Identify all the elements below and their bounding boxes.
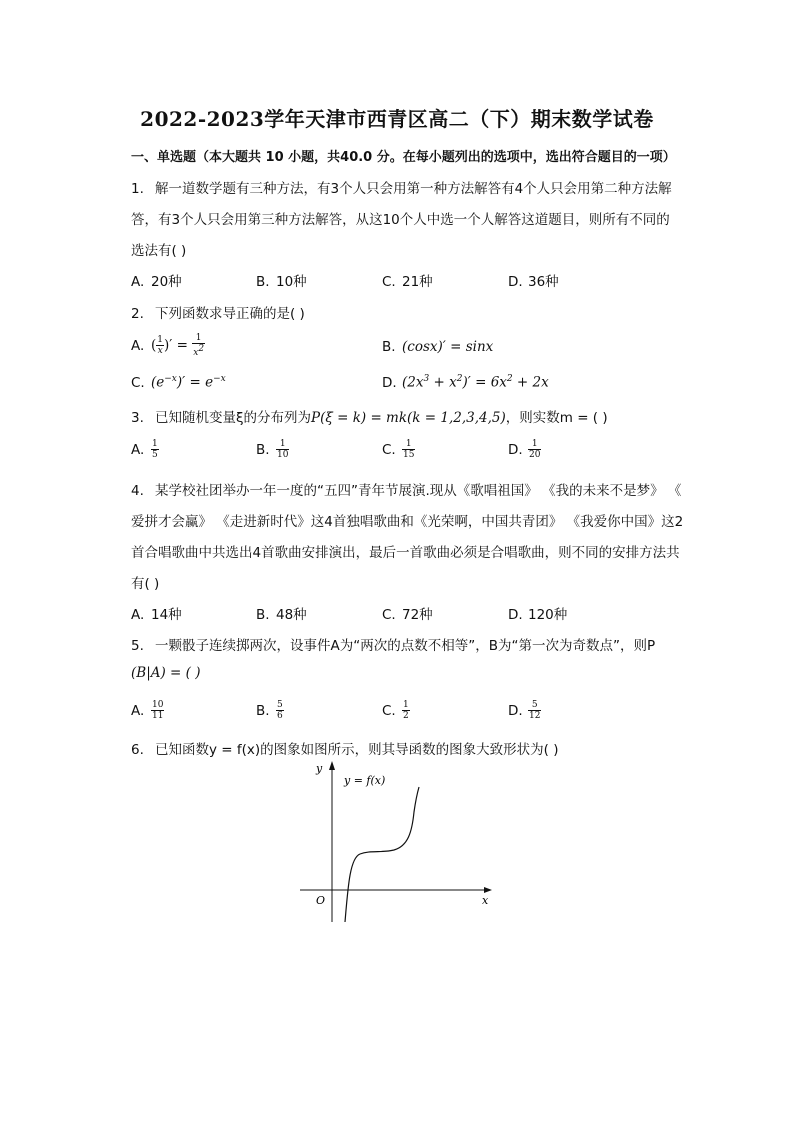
question-text: 一颗骰子连续掷两次，设事件A为“两次的点数不相等”，B为“第一次为奇数点”，则P (155, 638, 656, 654)
question-number: 2. (131, 306, 144, 322)
curve-label: y = f(x) (344, 774, 386, 787)
question-1 (131, 177, 672, 197)
option-b[interactable]: B. $\frac{1}{10}$ (256, 439, 289, 460)
option-c[interactable]: C. $\frac{1}{15}$ (382, 439, 415, 460)
option-a[interactable]: A. ( $\frac{1}{x}$ )′ = $\frac{1}{x^2}$ (131, 333, 205, 358)
question-5 (131, 634, 655, 654)
question-number: 6. (131, 742, 144, 758)
option-d[interactable]: D. $\frac{1}{20}$ (508, 439, 541, 460)
question-text: 答，有3个人只会用第三种方法解答，从这10个人中选一个人解答这道题目，则所有不同的 (131, 212, 670, 228)
y-axis-arrow-icon (329, 761, 335, 770)
option-c[interactable]: C. 72种 (382, 607, 433, 623)
page-title: 2022-2023学年天津市西青区高二（下）期末数学试卷 (140, 107, 654, 131)
function-graph (296, 756, 496, 926)
curve (345, 787, 419, 922)
option-a[interactable]: A. $\frac{10}{11}$ (131, 700, 164, 721)
option-b[interactable]: B. $\frac{5}{6}$ (256, 700, 283, 721)
option-c[interactable]: C. 21种 (382, 274, 433, 290)
question-number: 4. (131, 483, 144, 499)
question-text: 有( ) (131, 576, 160, 592)
section-heading: 一、单选题（本大题共 10 小题，共40.0 分。在每小题列出的选项中，选出符合题目的一项） (131, 150, 676, 165)
option-d[interactable]: D. $\frac{5}{12}$ (508, 700, 541, 721)
question-text: (B|A) = ( ) (131, 665, 201, 681)
x-axis-arrow-icon (484, 887, 492, 893)
origin-label: O (316, 894, 326, 907)
question-text: 某学校社团举办一年一度的“五四”青年节展演.现从《歌唱祖国》 《我的未来不是梦》 《 (155, 483, 682, 499)
option-a[interactable]: A. 14种 (131, 607, 182, 623)
y-axis-label: y (316, 762, 323, 775)
question-4 (131, 479, 681, 499)
question-text: 爱拼才会赢》 《走进新时代》这4首独唱歌曲和《光荣啊，中国共青团》 《我爱你中国》这2 (131, 514, 684, 530)
option-d[interactable]: D. $(2x^3 + x^2)' = 6x^2 + 2x$ (382, 374, 549, 391)
question-3 (131, 406, 608, 426)
question-number: 5. (131, 638, 144, 654)
option-c[interactable]: C. $\frac{1}{2}$ (382, 700, 409, 721)
question-text: 已知函数y = f(x)的图象如图所示，则其导函数的图象大致形状为( ) (155, 742, 559, 758)
x-axis-label: x (482, 894, 489, 907)
option-b[interactable]: B. (cosx)′ = sinx (382, 339, 494, 355)
question-text: ，则实数m = ( ) (505, 410, 608, 426)
option-d[interactable]: D. 120种 (508, 607, 568, 623)
question-text: 下列函数求导正确的是( ) (155, 306, 305, 322)
question-number: 3. (131, 410, 144, 426)
question-number: 1. (131, 181, 144, 197)
option-a[interactable]: A. $\frac{1}{5}$ (131, 439, 158, 460)
question-2 (131, 302, 305, 322)
option-c[interactable]: C. $(e^{-x})' = e^{-x}$ (131, 374, 226, 391)
question-text: 首合唱歌曲中共选出4首歌曲安排演出，最后一首歌曲必须是合唱歌曲，则不同的安排方法共 (131, 545, 680, 561)
question-6 (131, 738, 558, 758)
question-text: 解一道数学题有三种方法，有3个人只会用第一种方法解答有4个人只会用第二种方法解 (155, 181, 672, 197)
option-b[interactable]: B. 48种 (256, 607, 307, 623)
question-text: 已知随机变量ξ的分布列为 (155, 410, 312, 426)
option-a[interactable]: A. 20种 (131, 274, 182, 290)
question-text: 选法有( ) (131, 243, 187, 259)
option-b[interactable]: B. 10种 (256, 274, 307, 290)
question-math: P(ξ = k) = mk(k = 1,2,3,4,5) (311, 410, 506, 426)
option-d[interactable]: D. 36种 (508, 274, 559, 290)
